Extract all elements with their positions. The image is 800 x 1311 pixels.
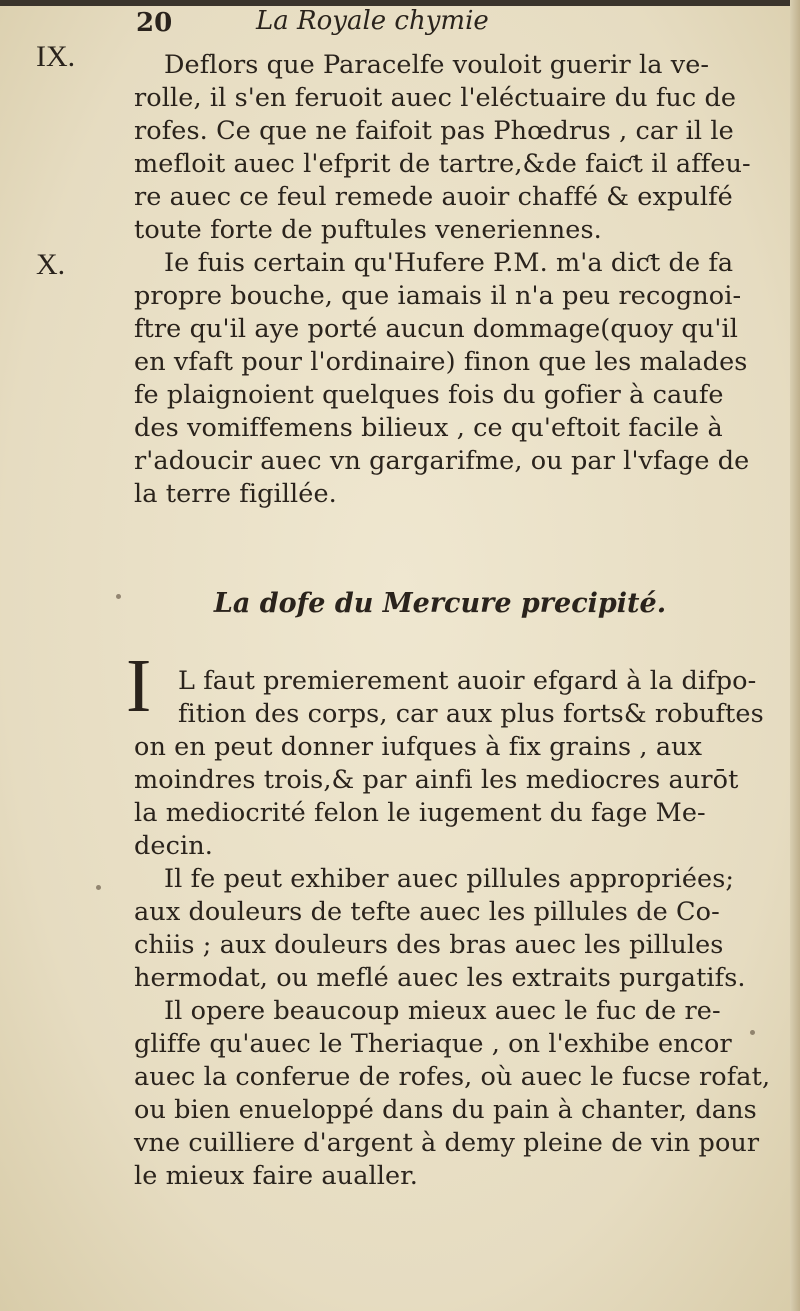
text-line: rofes. Ce que ne faifoit pas Phœdrus , car il le — [134, 116, 734, 146]
text-line: fition des corps, car aux plus forts& robuftes — [178, 699, 764, 729]
text-line: Il opere beaucoup mieux auec le fuc de re- — [164, 996, 721, 1026]
text-line: ou bien enueloppé dans du pain à chanter, dans — [134, 1095, 757, 1125]
text-line: vne cuilliere d'argent à demy pleine de vin pour — [134, 1128, 760, 1158]
text-line: aux douleurs de tefte auec les pillules de Co- — [134, 897, 720, 927]
margin-note-ix: IX. — [36, 40, 76, 73]
text-line: Deflors que Paracelfe vouloit guerir la ve- — [164, 50, 710, 80]
text-line: re auec ce feul remede auoir chaffé & expulfé — [134, 182, 733, 212]
margin-note-x: X. — [36, 248, 66, 281]
text-line: hermodat, ou meflé auec les extraits purgatifs. — [134, 963, 746, 993]
text-block-upper — [134, 49, 764, 511]
text-line: chiis ; aux douleurs des bras auec les pillules — [134, 930, 724, 960]
ink-speck — [96, 885, 101, 890]
running-header — [136, 6, 756, 36]
text-line: la mediocrité felon le iugement du fage Me- — [134, 798, 706, 828]
section-heading: La dofe du Mercure precipité. — [213, 588, 667, 619]
text-line: Ie fuis certain qu'Hufere P.M. m'a diƈt de fa — [164, 248, 734, 278]
text-line: en vfaft pour l'ordinaire) finon que les malades — [134, 347, 748, 377]
text-line: L faut premierement auoir efgard à la difpo- — [178, 666, 757, 696]
text-line: le mieux faire aualler. — [134, 1161, 418, 1191]
text-line: moindres trois,& par ainfi les mediocres aurōt — [134, 765, 739, 795]
text-line: fe plaignoient quelques fois du gofier à caufe — [134, 380, 724, 410]
text-line: ftre qu'il aye porté aucun dommage(quoy qu'il — [134, 314, 738, 344]
text-block-lower — [134, 577, 771, 1193]
text-line: toute forte de puftules veneriennes. — [134, 215, 602, 245]
text-line: gliffe qu'auec le Theriaque , on l'exhibe encor — [134, 1029, 732, 1059]
text-line: propre bouche, que iamais il n'a peu recognoi- — [134, 281, 742, 311]
drop-capital: I — [126, 644, 152, 728]
text-line: r'adoucir auec vn gargarifme, ou par l'vfage de — [134, 446, 750, 476]
page-number: 20 — [136, 8, 173, 38]
text-line: Il fe peut exhiber auec pillules appropriées; — [164, 864, 735, 894]
text-line: on en peut donner iufques à fix grains , aux — [134, 732, 703, 762]
ink-speck — [750, 1030, 755, 1035]
text-line: la terre figillée. — [134, 479, 337, 509]
running-title: La Royale chymie — [256, 6, 489, 36]
text-line: decin. — [134, 831, 213, 861]
ink-speck — [116, 594, 121, 599]
text-line: rolle, il s'en feruoit auec l'eléctuaire du fuc de — [134, 83, 737, 113]
text-line: des vomiffemens bilieux , ce qu'eftoit facile à — [134, 413, 723, 443]
text-line: auec la conferue de rofes, où auec le fucse rofat, — [134, 1062, 771, 1092]
text-line: mefloit auec l'efprit de tartre,&de faiƈt il affeu- — [134, 149, 751, 179]
page-right-edge — [790, 0, 800, 1311]
